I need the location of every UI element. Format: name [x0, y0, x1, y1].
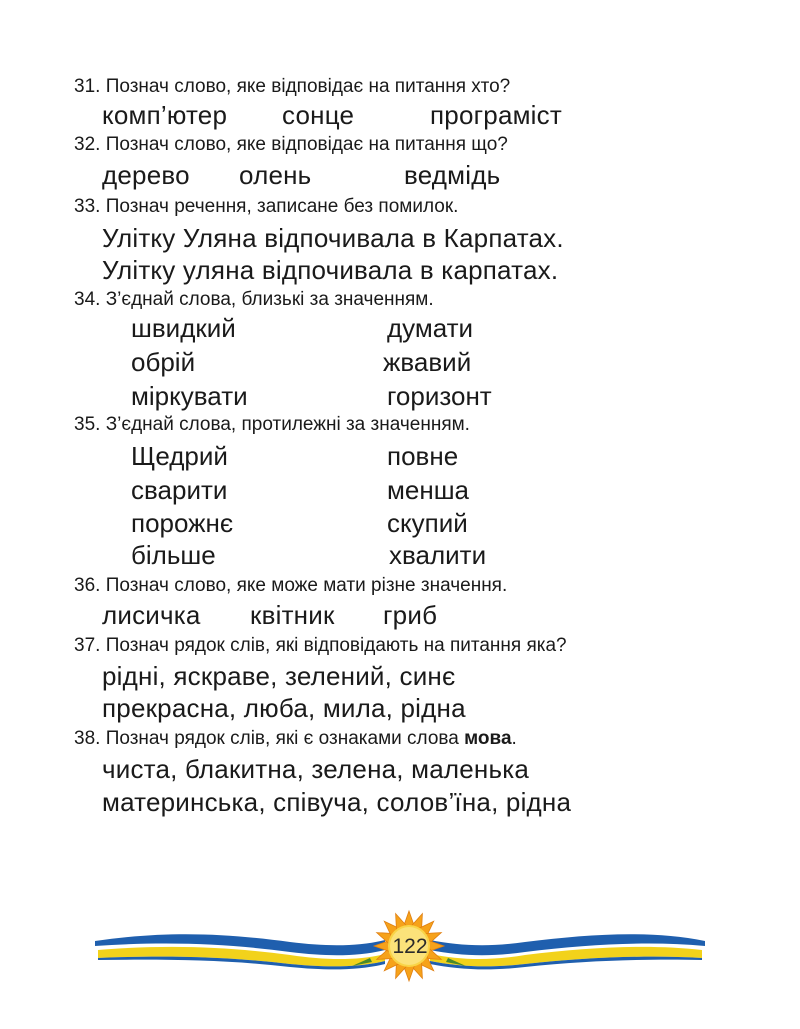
question-34-prompt: 34. З’єднай слова, близькі за значенням. [74, 289, 434, 310]
option-bear[interactable]: ведмідь [404, 160, 501, 190]
page-number: 122 [392, 935, 428, 958]
option-sentence-2[interactable]: Улітку уляна відпочивала в карпатах. [102, 255, 559, 285]
question-38-prompt-end: . [511, 728, 517, 749]
option-row-2[interactable]: прекрасна, люба, мила, рідна [102, 693, 466, 723]
antonym-left-3[interactable]: порожнє [131, 508, 234, 538]
option-sentence-1[interactable]: Улітку Уляна відпочивала в Карпатах. [102, 223, 564, 253]
synonym-right-1[interactable]: думати [387, 313, 474, 343]
question-31-prompt: 31. Познач слово, яке відповідає на питання хто? [74, 76, 511, 97]
question-37-prompt: 37. Познач рядок слів, які відповідають на питання яка? [74, 635, 567, 656]
option-sun[interactable]: сонце [282, 100, 355, 130]
option-chanterelle[interactable]: лисичка [102, 600, 201, 630]
option-computer[interactable]: комп’ютер [102, 100, 228, 130]
synonym-right-2[interactable]: жвавий [383, 347, 472, 377]
question-33-prompt: 33. Познач речення, записане без помилок. [74, 196, 459, 217]
option-row-2[interactable]: материнська, співуча, солов’їна, рідна [102, 787, 572, 817]
synonym-right-3[interactable]: горизонт [387, 381, 492, 411]
antonym-left-1[interactable]: Щедрий [131, 441, 228, 471]
option-tree[interactable]: дерево [102, 160, 190, 190]
option-programmer[interactable]: програміст [430, 100, 562, 130]
question-32-prompt: 32. Познач слово, яке відповідає на питання що? [74, 134, 508, 155]
question-38-prompt-text: 38. Познач рядок слів, які є ознаками слова [74, 728, 465, 749]
synonym-left-3[interactable]: міркувати [131, 381, 248, 411]
right-ribbon [430, 934, 705, 969]
question-36-prompt: 36. Познач слово, яке може мати різне значення. [74, 575, 508, 596]
antonym-right-2[interactable]: менша [387, 475, 470, 505]
question-38-keyword: мова [464, 728, 512, 749]
left-ribbon [95, 934, 385, 969]
synonym-left-2[interactable]: обрій [131, 347, 196, 377]
question-35-prompt: 35. З’єднай слова, протилежні за значенням. [74, 414, 470, 435]
synonym-left-1[interactable]: швидкий [131, 313, 236, 343]
option-deer[interactable]: олень [239, 160, 312, 190]
antonym-right-3[interactable]: скупий [387, 508, 468, 538]
option-flowerbed[interactable]: квітник [250, 600, 335, 630]
antonym-left-4[interactable]: більше [131, 540, 216, 570]
option-mushroom[interactable]: гриб [383, 600, 438, 630]
option-row-1[interactable]: рідні, яскраве, зелений, синє [102, 661, 456, 691]
antonym-left-2[interactable]: сварити [131, 475, 228, 505]
option-row-1[interactable]: чиста, блакитна, зелена, маленька [102, 754, 530, 784]
antonym-right-1[interactable]: повне [387, 441, 459, 471]
antonym-right-4[interactable]: хвалити [389, 540, 487, 570]
